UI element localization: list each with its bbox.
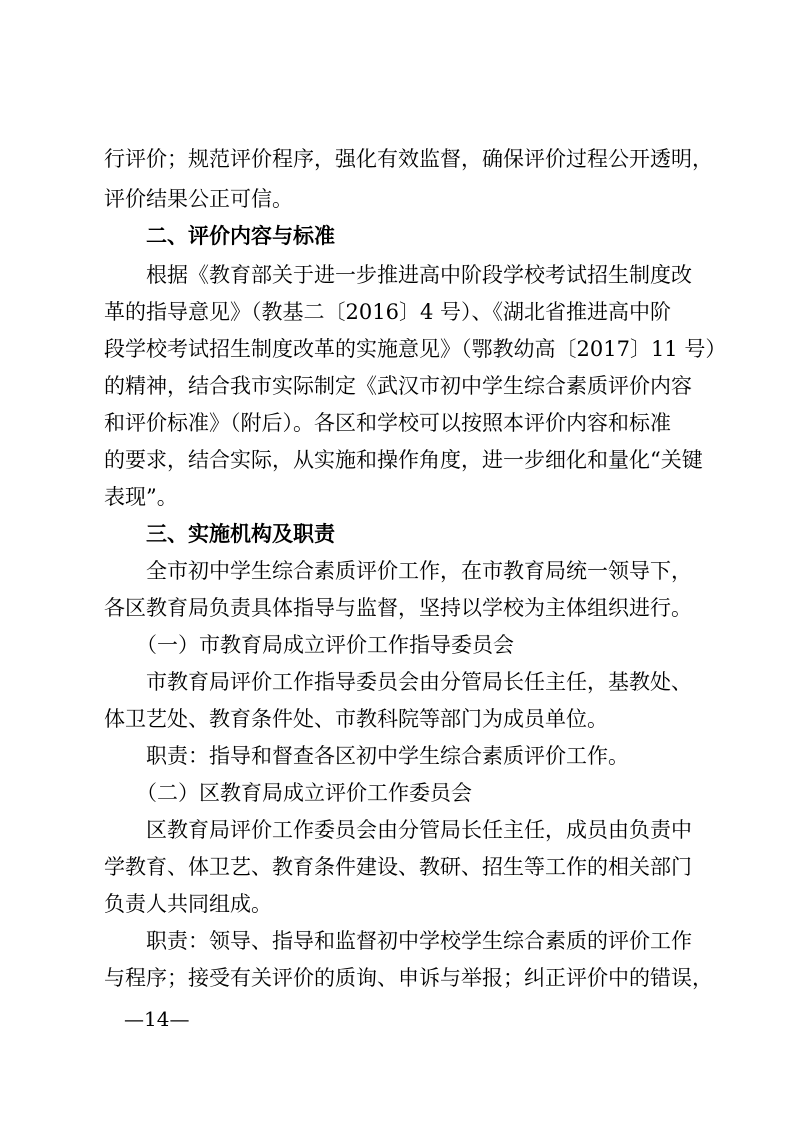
paragraph-line: 段学校考试招生制度改革的实施意见》（鄂教幼高〔2017〕11 号）: [104, 337, 727, 361]
paragraph-line: 与程序；接受有关评价的质询、申诉与举报；纠正评价中的错误，: [104, 966, 713, 990]
paragraph-line: 根据《教育部关于进一步推进高中阶段学校考试招生制度改: [146, 263, 692, 287]
paragraph-line: 各区教育局负责具体指导与监督，坚持以学校为主体组织进行。: [104, 596, 692, 620]
page-number: —14—: [124, 1007, 190, 1031]
paragraph-line: 体卫艺处、教育条件处、市教科院等部门为成员单位。: [104, 707, 608, 731]
subsection-heading: （二）区教育局成立评价工作委员会: [136, 781, 472, 805]
paragraph-line: 市教育局评价工作指导委员会由分管局长任主任，基教处、: [146, 670, 692, 694]
subsection-heading: （一）市教育局成立评价工作指导委员会: [136, 633, 514, 657]
paragraph-line: 全市初中学生综合素质评价工作，在市教育局统一领导下，: [146, 559, 692, 583]
paragraph-line: 区教育局评价工作委员会由分管局长任主任，成员由负责中: [146, 818, 692, 842]
paragraph-line: 革的指导意见》（教基二〔2016〕4 号）、《湖北省推进高中阶: [104, 300, 671, 324]
paragraph-line: 行评价；规范评价程序，强化有效监督，确保评价过程公开透明，: [104, 147, 713, 171]
paragraph-line: 的精神，结合我市实际制定《武汉市初中学生综合素质评价内容: [104, 374, 692, 398]
paragraph-line: 负责人共同组成。: [104, 892, 272, 916]
paragraph-line: 评价结果公正可信。: [104, 187, 293, 211]
paragraph-line: 学教育、体卫艺、教育条件建设、教研、招生等工作的相关部门: [104, 855, 692, 879]
paragraph-line: 和评价标准》（附后）。各区和学校可以按照本评价内容和标准: [104, 411, 671, 435]
section-heading: 二、评价内容与标准: [146, 224, 335, 248]
paragraph-line: 表现”。: [104, 485, 178, 509]
section-heading: 三、实施机构及职责: [146, 522, 335, 546]
paragraph-line: 职责：领导、指导和监督初中学校学生综合素质的评价工作: [146, 929, 692, 953]
paragraph-line: 的要求，结合实际，从实施和操作角度，进一步细化和量化“关键: [104, 448, 703, 472]
paragraph-line: 职责：指导和督查各区初中学生综合素质评价工作。: [146, 744, 629, 768]
